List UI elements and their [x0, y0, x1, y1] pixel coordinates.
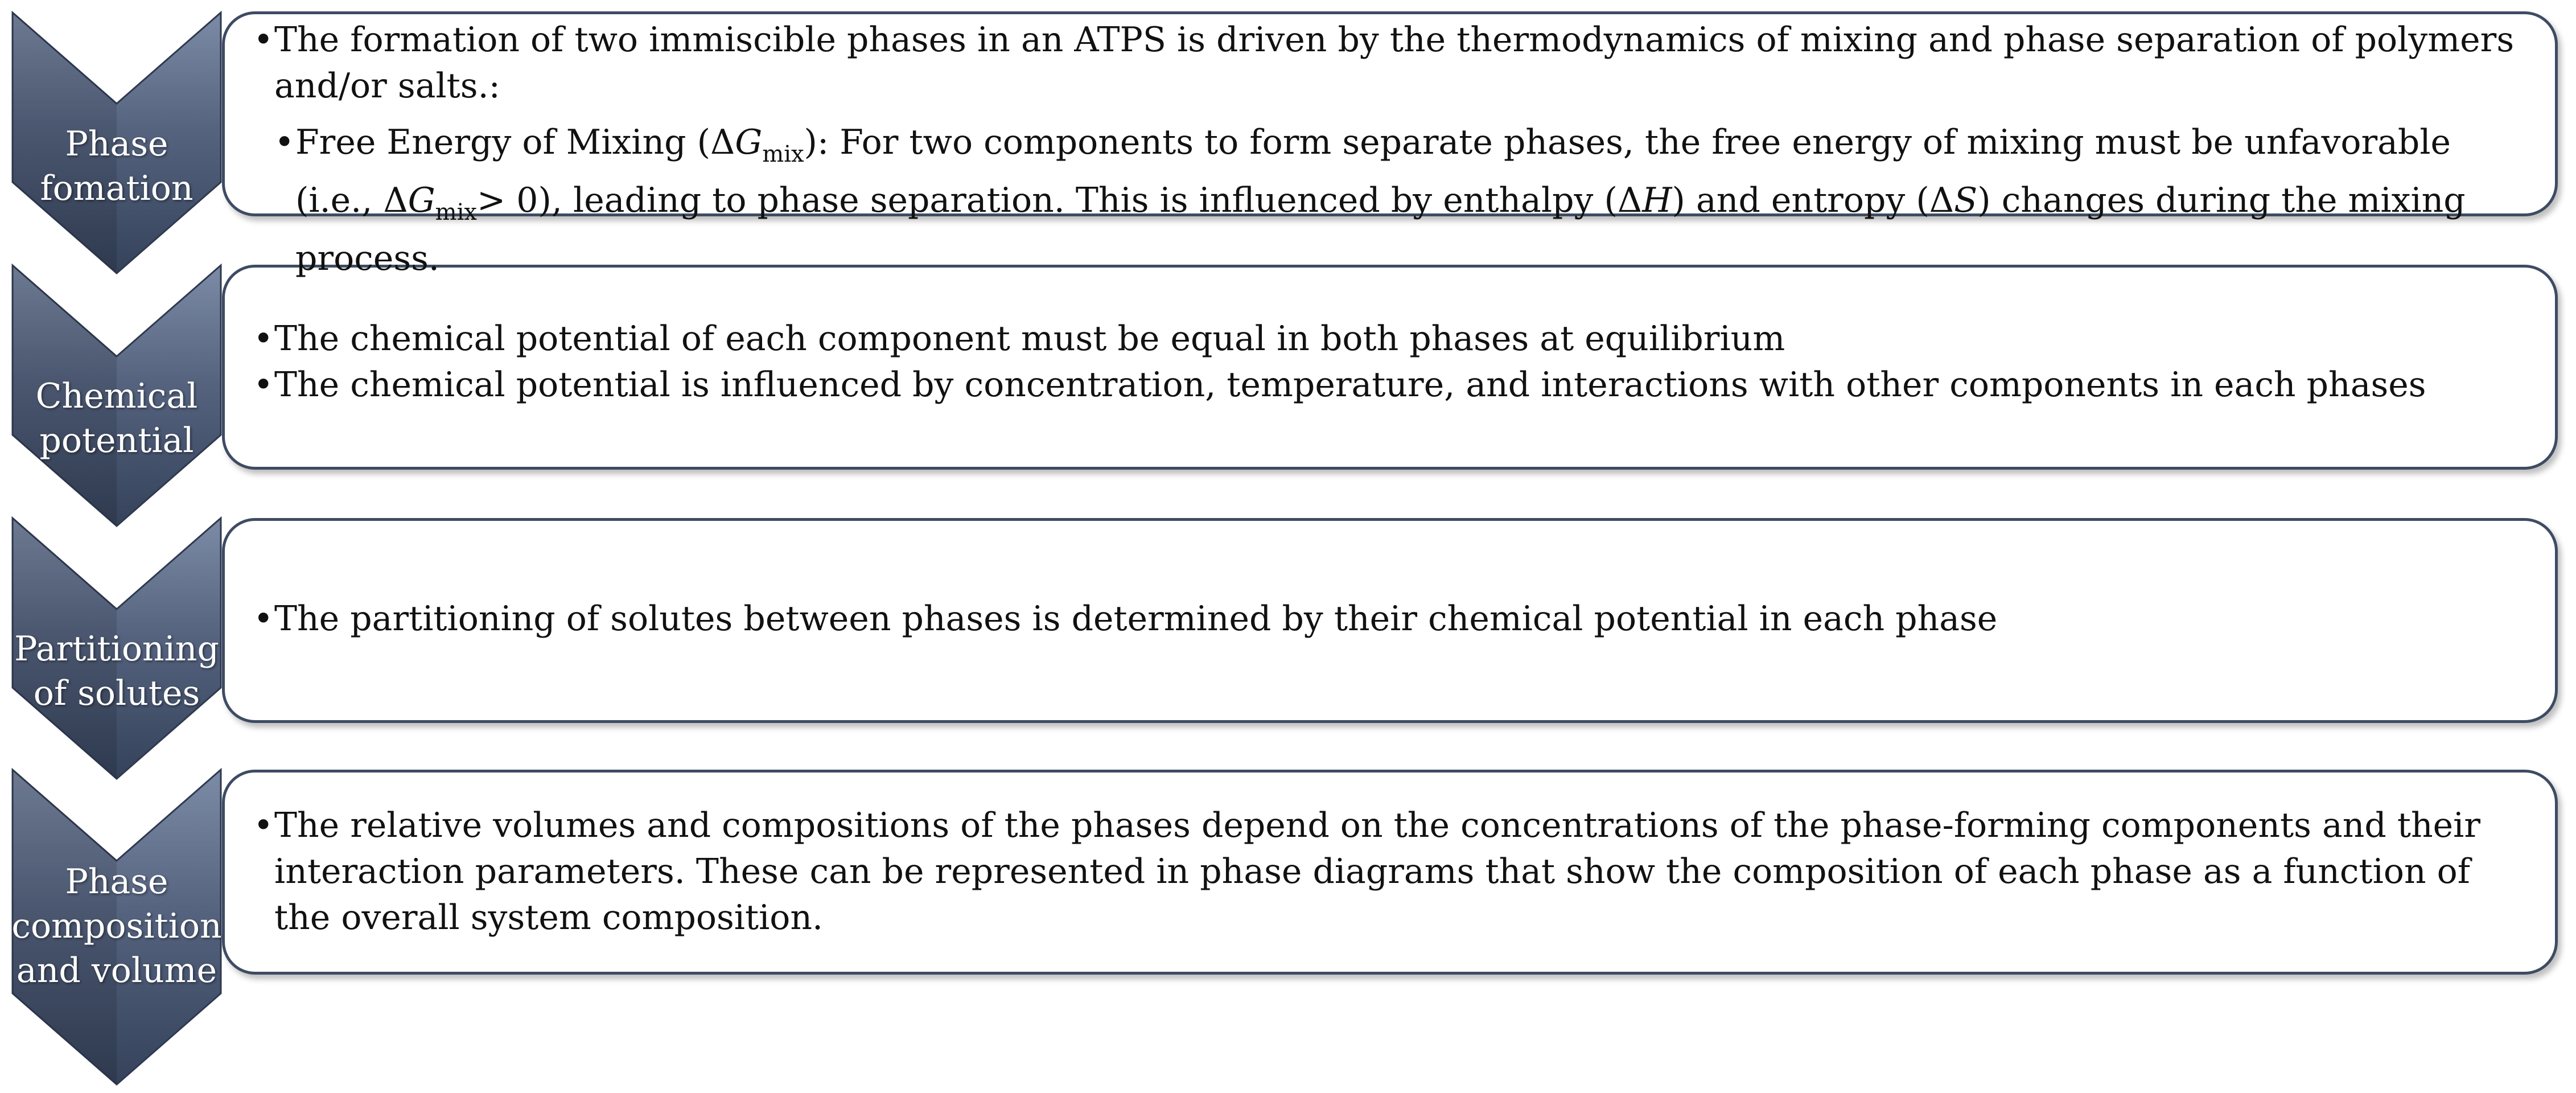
step-label-line: composition	[11, 906, 222, 946]
symbol-s: S	[1954, 180, 1978, 220]
subscript-mix: mix	[435, 199, 477, 225]
subscript-mix: mix	[762, 141, 804, 167]
step-label-chemical-potential	[0, 374, 233, 463]
step-label-line: of solutes	[33, 673, 200, 713]
sub-bullet-text: ) and entropy (Δ	[1672, 180, 1954, 220]
step-label-line: and volume	[16, 951, 217, 991]
bullet-text: • The chemical potential is influenced by concentration, temperature, and interactions with other components in each phases	[253, 362, 2530, 408]
sub-bullet-text: ) changes during the mixing process.	[295, 180, 2466, 278]
sub-bullet-text: Free Energy of Mixing (Δ	[295, 122, 735, 162]
step-label-line: fomation	[40, 169, 194, 208]
symbol-g: G	[408, 180, 435, 220]
step-label-line: Chemical	[35, 376, 198, 416]
step-label-line: Partitioning	[14, 629, 219, 669]
step-label-partitioning-of-solutes	[0, 627, 233, 716]
sub-bullet-text: ): For two components to form separate phases, the free energy of mixing must be unfavorable (i.e., Δ	[295, 122, 2451, 220]
step-label-phase-composition	[0, 860, 233, 993]
step-label-line: Phase	[65, 124, 168, 164]
bullet-text: • The relative volumes and compositions of the phases depend on the concentrations of the phase-forming components and their interaction parameters. These can be represented in phase diagrams that show the composition of each phase as a function of the overall system composition.	[253, 803, 2530, 941]
symbol-g: G	[735, 122, 763, 162]
sub-bullet-text: > 0), leading to phase separation. This is influenced by enthalpy (Δ	[476, 180, 1643, 220]
bullet-text: • The formation of two immiscible phases in an ATPS is driven by the thermodynamics of mixing and phase separation of polymers and/or salts.:	[253, 17, 2530, 109]
step-label-line: potential	[39, 421, 194, 461]
sub-bullet-free-energy	[274, 120, 2530, 282]
step-label-line: Phase	[65, 862, 168, 902]
step-content-phase-formation	[253, 17, 2530, 282]
step-content-partitioning-of-solutes	[253, 596, 2530, 642]
step-content-phase-composition	[253, 803, 2530, 941]
step-content-chemical-potential	[253, 316, 2530, 408]
bullet-text: • The partitioning of solutes between phases is determined by their chemical potential in each phase	[253, 596, 2530, 642]
step-label-phase-formation	[0, 122, 233, 211]
bullet-text: • The chemical potential of each component must be equal in both phases at equilibrium	[253, 316, 2530, 362]
symbol-h: H	[1642, 180, 1672, 220]
